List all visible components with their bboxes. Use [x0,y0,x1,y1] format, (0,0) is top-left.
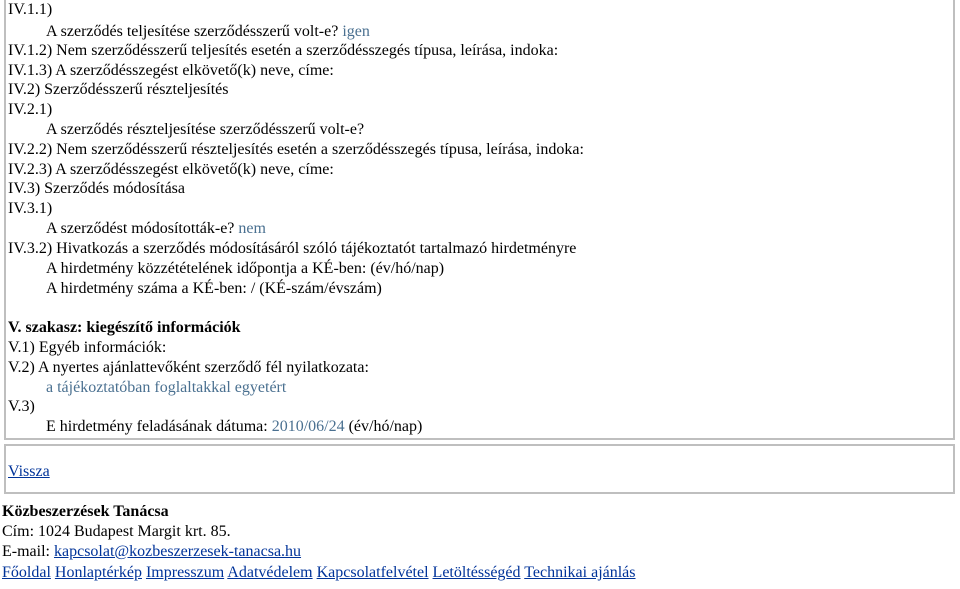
footer-address: Cím: 1024 Budapest Margit krt. 85. [2,523,231,540]
section-iv-1-2: IV.1.2) Nem szerződésszerű teljesítés esetén a szerződésszegés típusa, leírása, indoka: [8,42,559,59]
footer-link-imprint[interactable]: Impresszum [145,564,225,581]
question-partial-performance: A szerződés részteljesítése szerződésszerű volt-e? [46,121,365,138]
publication-date-line: A hirdetmény közzétételének időpontja a KÉ-ben: (év/hó/nap) [46,260,445,277]
footer-link-home[interactable]: Főoldal [2,564,51,581]
winner-statement-value: a tájékoztatóban foglaltakkal egyetért [46,379,287,396]
dispatch-date-value: 2010/06/24 [271,418,345,435]
answer-yes: igen [342,23,370,40]
question-contract-modified: A szerződést módosították-e? nem [46,220,266,237]
footer-link-technical-recommendation[interactable]: Technikai ajánlás [524,564,636,581]
section-iv-2-2: IV.2.2) Nem szerződésszerű részteljesítés esetén a szerződésszegés típusa, leírása, indoka: [8,141,584,158]
back-panel [4,444,955,494]
footer-email-link[interactable]: kapcsolat@kozbeszerzesek-tanacsa.hu [53,543,302,560]
section-iv-1-3: IV.1.3) A szerződésszegést elkövető(k) neve, címe: [8,62,334,79]
section-iv-1-1-label: IV.1.1) [8,1,53,18]
question-contract-performance: A szerződés teljesítése szerződésszerű volt-e? igen [46,23,370,40]
answer-no: nem [238,220,266,237]
dispatch-date-line: E hirdetmény feladásának dátuma: 2010/06/24 (év/hó/nap) [46,418,423,435]
section-iv-3-1-label: IV.3.1) [8,200,53,217]
section-v-1: V.1) Egyéb információk: [8,339,167,356]
footer-email-line: E-mail: kapcsolat@kozbeszerzesek-tanacsa.hu [2,543,302,560]
section-iv-2: IV.2) Szerződésszerű részteljesítés [8,81,229,98]
back-link[interactable]: Vissza [8,463,50,480]
footer-nav [2,563,636,583]
section-v-title: V. szakasz: kiegészítő információk [8,319,241,336]
publication-number-line: A hirdetmény száma a KÉ-ben: / (KÉ-szám/évszám) [46,280,382,297]
section-iv-3: IV.3) Szerződés módosítása [8,180,185,197]
footer-link-contact[interactable]: Kapcsolatfelvétel [316,564,429,581]
section-v-2: V.2) A nyertes ajánlattevőként szerződő fél nyilatkozata: [8,359,369,376]
section-iv-2-3: IV.2.3) A szerződésszegést elkövető(k) neve, címe: [8,161,334,178]
section-v-3: V.3) [8,398,35,415]
footer-link-download-help[interactable]: Letöltésségéd [432,564,521,581]
section-iv-3-2: IV.3.2) Hivatkozás a szerződés módosításáról szóló tájékoztatót tartalmazó hirdetményre [8,240,577,257]
footer-link-sitemap[interactable]: Honlaptérkép [54,564,142,581]
section-iv-2-1-label: IV.2.1) [8,101,53,118]
footer-link-privacy[interactable]: Adatvédelem [227,564,313,581]
footer-org-name: Közbeszerzések Tanácsa [2,503,169,520]
